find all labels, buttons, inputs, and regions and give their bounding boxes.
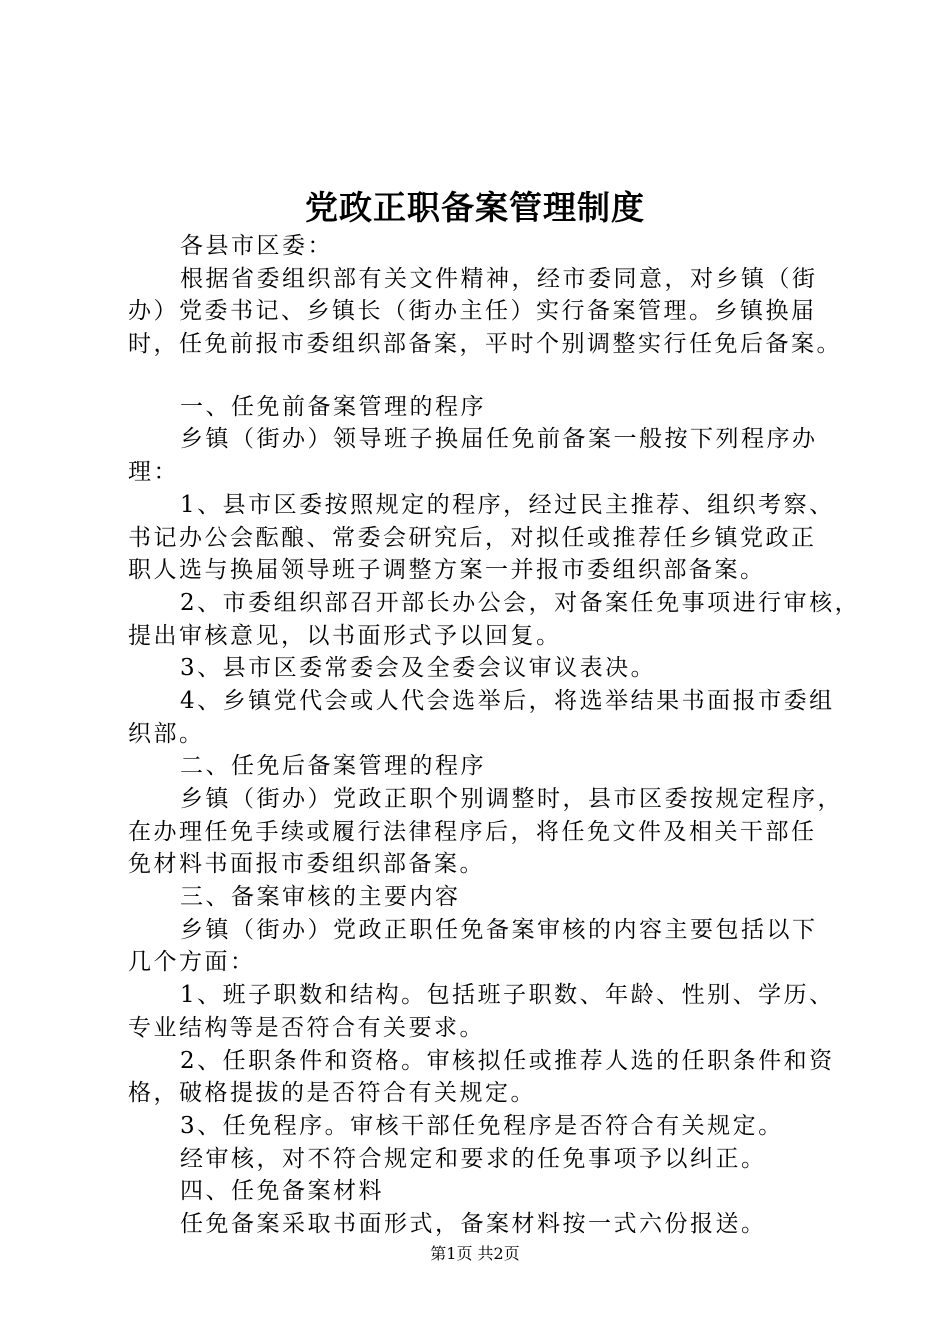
body-text-line: 理： <box>128 459 179 486</box>
body-text-line: 1、县市区委按照规定的程序，经过民主推荐、组织考察、 <box>180 491 835 518</box>
body-text-line: 二、任免后备案管理的程序 <box>180 753 486 780</box>
body-text-line: 时，任免前报市委组织部备案，平时个别调整实行任免后备案。 <box>128 331 842 358</box>
page-footer: 第1页 共2页 <box>430 1244 520 1263</box>
body-text-line: 2、任职条件和资格。审核拟任或推荐人选的任职条件和资 <box>180 1047 835 1074</box>
paragraph-gap <box>128 361 833 391</box>
body-text-line: 办）党委书记、乡镇长（街办主任）实行备案管理。乡镇换届 <box>128 298 817 325</box>
body-text-line: 乡镇（街办）领导班子换届任免前备案一般按下列程序办 <box>180 426 818 453</box>
body-text-line: 乡镇（街办）党政正职任免备案审核的内容主要包括以下 <box>180 916 818 943</box>
body-text-line: 职人选与换届领导班子调整方案一并报市委组织部备案。 <box>128 557 766 584</box>
body-text-line: 四、任免备案材料 <box>180 1178 384 1205</box>
body-text-line: 4、乡镇党代会或人代会选举后，将选举结果书面报市委组 <box>180 687 835 714</box>
body-text-line: 经审核，对不符合规定和要求的任免事项予以纠正。 <box>180 1145 767 1172</box>
body-text-line: 3、县市区委常委会及全委会议审议表决。 <box>180 655 657 682</box>
body-text-line: 格，破格提拔的是否符合有关规定。 <box>128 1080 536 1107</box>
page-title: 党政正职备案管理制度 <box>305 188 645 227</box>
body-text-line: 专业结构等是否符合有关要求。 <box>128 1014 485 1041</box>
body-text-line: 在办理任免手续或履行法律程序后，将任免文件及相关干部任 <box>128 818 817 845</box>
body-text-line: 三、备案审核的主要内容 <box>180 884 461 911</box>
body-text-line: 根据省委组织部有关文件精神，经市委同意，对乡镇（街 <box>180 265 818 292</box>
body-text-line: 各县市区委： <box>180 233 333 259</box>
body-text-line: 乡镇（街办）党政正职个别调整时，县市区委按规定程序， <box>180 786 843 812</box>
body-text-line: 3、任免程序。审核干部任免程序是否符合有关规定。 <box>180 1112 784 1139</box>
body-text-line: 提出审核意见，以书面形式予以回复。 <box>128 622 562 649</box>
body-text-line: 2、市委组织部召开部长办公会，对备案任免事项进行审核， <box>180 589 861 616</box>
document-body <box>128 230 861 1241</box>
body-text-line: 免材料书面报市委组织部备案。 <box>128 851 485 878</box>
body-text-line: 一、任免前备案管理的程序 <box>180 393 486 420</box>
body-text-line: 书记办公会酝酿、常委会研究后，对拟任或推荐任乡镇党政正 <box>128 524 817 551</box>
body-text-line: 1、班子职数和结构。包括班子职数、年龄、性别、学历、 <box>180 982 835 1009</box>
body-text-line: 织部。 <box>128 720 205 747</box>
body-text-line: 几个方面： <box>128 949 256 976</box>
body-text-line: 任免备案采取书面形式，备案材料按一式六份报送。 <box>180 1210 767 1237</box>
